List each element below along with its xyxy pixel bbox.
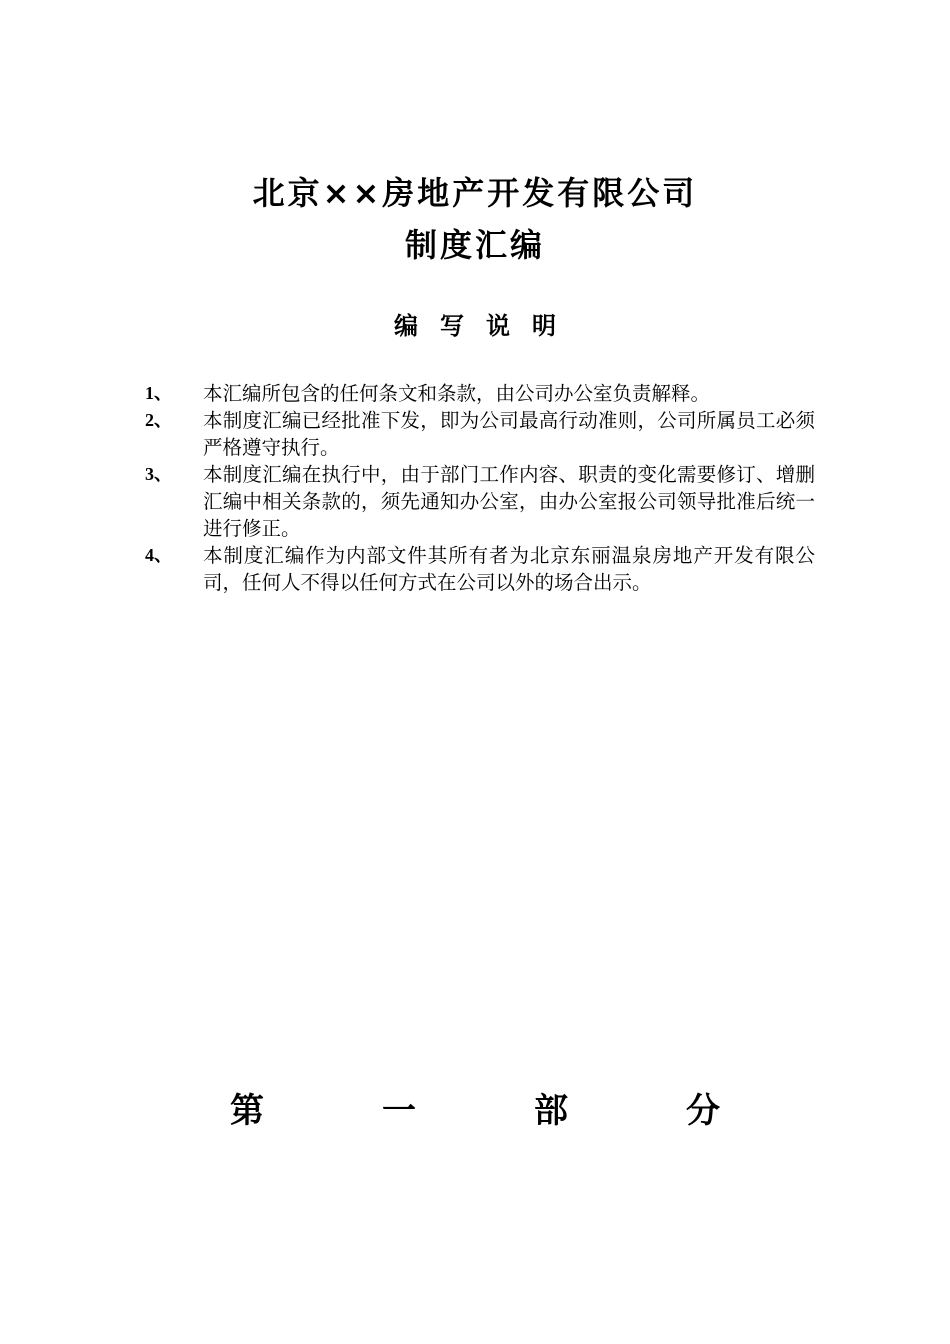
note-item	[145, 407, 815, 461]
compilation-title: 制度汇编	[404, 226, 545, 264]
notes-list	[145, 380, 815, 596]
note-text: 本汇编所包含的任何条文和条款，由公司办公室负责解释。	[203, 382, 711, 405]
note-number: 1、	[145, 383, 172, 403]
part-heading-char: 部	[534, 1091, 568, 1131]
note-text: 本制度汇编作为内部文件其所有者为北京东丽温泉房地产开发有限公司，任何人不得以任何方式在公司以外的场合出示。	[203, 544, 815, 594]
note-text: 本制度汇编在执行中，由于部门工作内容、职责的变化需要修订、增删汇编中相关条款的，须先通知办公室，由办公室报公司领导批准后统一进行修正。	[203, 463, 815, 540]
note-item	[145, 380, 815, 407]
part-heading-char: 一	[382, 1091, 416, 1131]
note-item	[145, 542, 815, 596]
part-heading-char: 第	[230, 1091, 264, 1131]
note-number: 3、	[145, 464, 172, 484]
note-number: 2、	[145, 410, 172, 430]
note-item	[145, 461, 815, 542]
part-heading	[230, 1083, 720, 1132]
note-number: 4、	[145, 545, 172, 565]
note-text: 本制度汇编已经批准下发，即为公司最高行动准则，公司所属员工必须严格遵守执行。	[203, 409, 815, 459]
notes-heading: 编写说明	[394, 312, 578, 340]
company-title: 北京××房地产开发有限公司	[252, 174, 698, 212]
part-heading-char: 分	[686, 1091, 720, 1131]
